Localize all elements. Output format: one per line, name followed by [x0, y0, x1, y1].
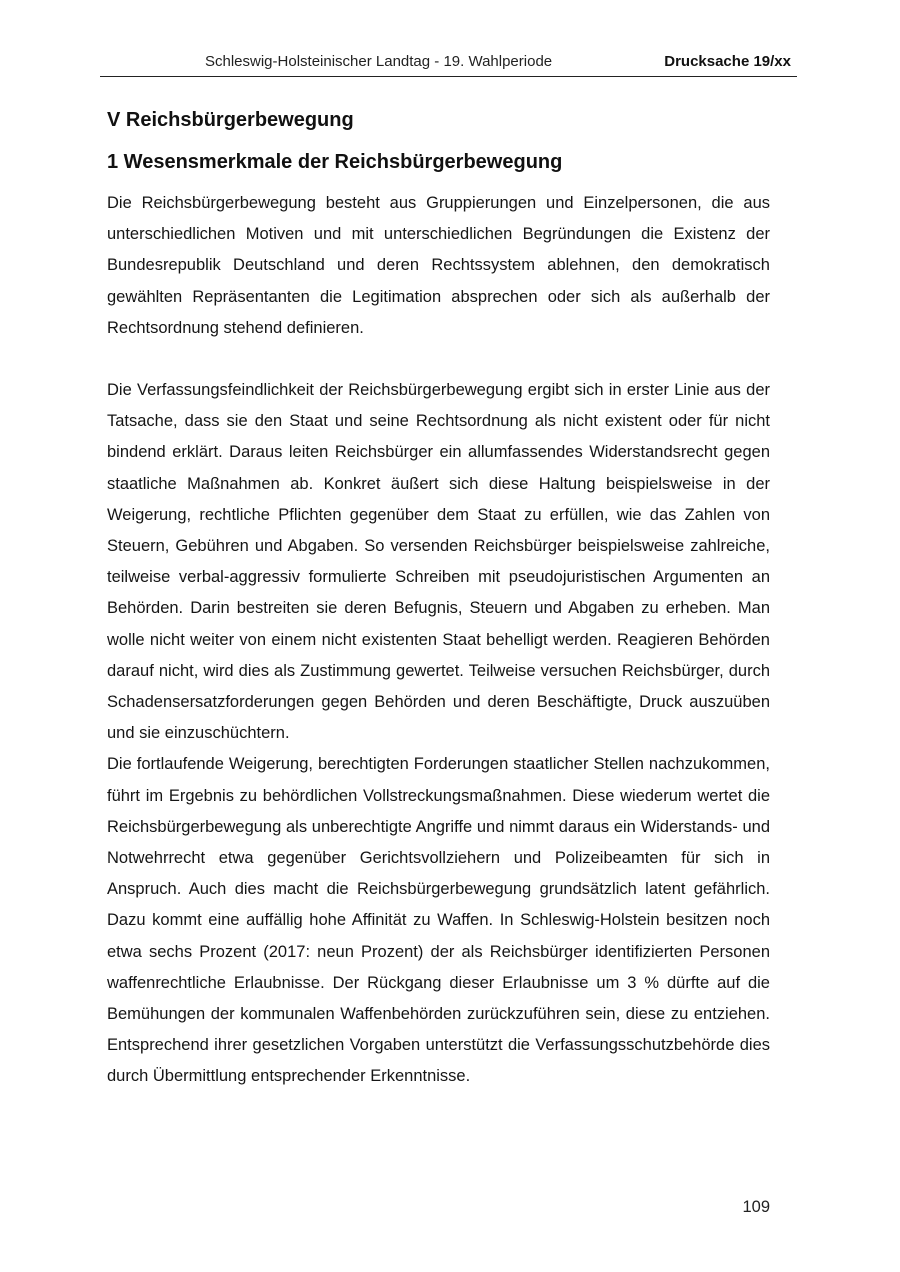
header-title: Schleswig-Holsteinischer Landtag - 19. Wahlperiode	[205, 53, 553, 70]
document-number: Drucksache 19/xx	[664, 53, 791, 70]
page-number: 109	[742, 1198, 770, 1216]
paragraph-1: Die Reichsbürgerbewegung besteht aus Gruppierungen und Einzelpersonen, die aus unterschiedlichen Motiven und mit unterschiedlichen Begründungen die Existenz der Bundesrepublik Deutschland und deren Rechtssystem ablehnen, den demokratisch gewählten Repräsentanten die Legitimation absprechen oder sich als außerhalb der Rechtsordnung stehend definieren.	[107, 194, 770, 337]
chapter-heading: V Reichsbürgerbewegung	[107, 109, 354, 131]
section-heading: 1 Wesensmerkmale der Reichsbürgerbewegung	[107, 151, 563, 173]
page-header	[100, 50, 797, 77]
paragraph-2: Die Verfassungsfeindlichkeit der Reichsbürgerbewegung ergibt sich in erster Linie aus der Tatsache, dass sie den Staat und seine Rechtsordnung als nicht existent oder für nicht bindend erklärt. Daraus leiten Reichsbürger ein allumfassendes Widerstandsrecht gegen staatliche Maßnahmen ab. Konkret äußert sich diese Haltung beispielsweise in der Weigerung, rechtliche Pflichten gegenüber dem Staat zu erfüllen, wie das Zahlen von Steuern, Gebühren und Abgaben. So versenden Reichsbürger beispielsweise zahlreiche, teilweise verbal-aggressiv formulierte Schreiben mit pseudojuristischen Argumenten an Behörden. Darin bestreiten sie deren Befugnis, Steuern und Abgaben zu erheben. Man wolle nicht weiter von einem nicht existenten Staat behelligt werden. Reagieren Behörden darauf nicht, wird dies als Zustimmung gewertet. Teilweise versuchen Reichsbürger, durch Schadensersatzforderungen gegen Behörden und deren Beschäftigte, Druck auszuüben und sie einzuschüchtern.	[107, 381, 770, 743]
document-body	[107, 106, 770, 1093]
paragraph-3: Die fortlaufende Weigerung, berechtigten Forderungen staatlicher Stellen nachzukommen, führt im Ergebnis zu behördlichen Vollstreckungsmaßnahmen. Diese wiederum wertet die Reichsbürgerbewegung als unberechtigte Angriffe und nimmt daraus ein Widerstands- und Notwehrrecht etwa gegenüber Gerichtsvollziehern und Polizeibeamten für sich in Anspruch. Auch dies macht die Reichsbürgerbewegung grundsätzlich latent gefährlich. Dazu kommt eine auffällig hohe Affinität zu Waffen. In Schleswig-Holstein besitzen noch etwa sechs Prozent (2017: neun Prozent) der als Reichsbürger identifizierten Personen waffenrechtliche Erlaubnisse. Der Rückgang dieser Erlaubnisse um 3 % dürfte auf die Bemühungen der kommunalen Waffenbehörden zurückzuführen sein, diese zu entziehen. Entsprechend ihrer gesetzlichen Vorgaben unterstützt die Verfassungsschutzbehörde dies durch Übermittlung entsprechender Erkenntnisse.	[107, 755, 770, 1086]
